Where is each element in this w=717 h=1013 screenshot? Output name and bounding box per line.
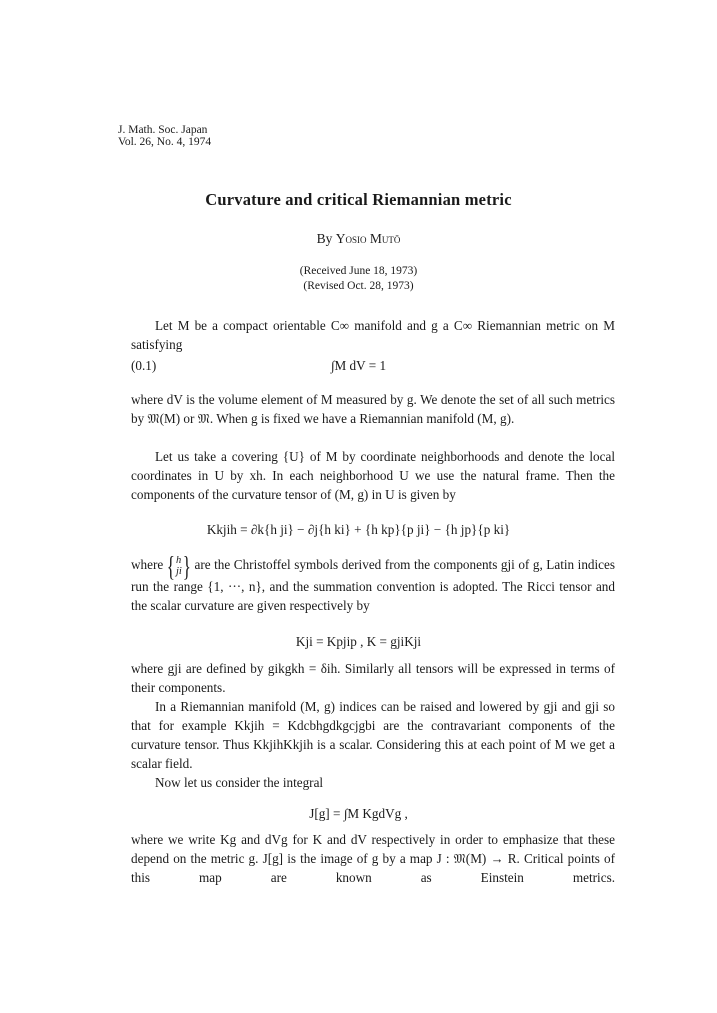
equation-integral-text: J[g] = ∫M KgdVg , [309,806,408,821]
equation-ricci-text: Kji = Kpjip , K = gjiKji [295,634,422,649]
paragraph-6 [131,697,615,773]
christoffel-brace-open: { [166,549,175,583]
dates [0,264,717,293]
paragraph-text: Let M be a compact orientable C∞ manifold and g a C∞ Riemannian metric on M satisfying [131,318,615,352]
author-name: Yosio Mutō [335,231,401,246]
paragraph-text: Now let us consider the integral [155,775,324,790]
paragraph-5 [131,659,615,697]
paragraph-text: In a Riemannian manifold (M, g) indices can be raised and lowered by gji and gji so that for example Kkjih = Kdcbhgdkgcjgbi are the contravariant components of the curvature tensor. Thus KkjihKkjih is a scalar. Considering this at each point of M we get a scalar field. [131,699,615,771]
christoffel-brace-close: } [182,549,191,583]
christoffel-symbol: h ji [175,555,182,577]
paper-title: Curvature and critical Riemannian metric [205,190,512,209]
paragraph-1 [131,316,615,354]
journal-name: J. Math. Soc. Japan [118,124,208,136]
equation-curvature-text: Kkjih = ∂k{h ji} − ∂j{h ki} + {h kp}{p ji} − {h jp}{p ki} [206,522,511,537]
paragraph-3 [131,447,615,504]
journal-citation [118,124,211,148]
author-by: By [316,231,333,246]
journal-volume: Vol. 26, No. 4, 1974 [118,136,212,148]
paragraph-text: where gji are defined by gikgkh = δih. Similarly all tensors will be expressed in terms of their components. [131,661,615,695]
paragraph-text: where dV is the volume element of M measured by g. We denote the set of all such metrics by 𝔐(M) or 𝔐. When g is fixed we have a Riemannian manifold (M, g). [131,392,615,426]
paragraph-8 [131,830,615,887]
paragraph-text: Let us take a covering {U} of M by coordinate neighborhoods and denote the local coordinates in U by xh. In each neighborhood U we use the natural frame. Then the components of the curvature tensor of (M, g) in U is given by [131,449,615,502]
paragraph-text: where { h ji } are the Christoffel symbols derived from the components gji of g, Latin indices run the range {1, ···, n}, and the summation convention is adopted. The Ricci tensor and the scalar curvature are given respectively by [131,549,616,613]
revised-date: (Revised Oct. 28, 1973) [303,279,414,292]
paragraph-text: where we write Kg and dVg for K and dV respectively in order to emphasize that these depend on the metric g. J[g] is the image of g by a map J : 𝔐(M) → R. Critical points of this map are known as Einstein metrics. [131,832,615,885]
equation-volume: ∫M dV = 1 [330,358,387,373]
author-line [0,231,717,247]
paragraph-4 [131,549,616,615]
paragraph-7 [131,773,615,792]
received-date: (Received June 18, 1973) [299,265,418,277]
equation-number: (0.1) [131,358,157,373]
paragraph-2 [131,390,615,428]
